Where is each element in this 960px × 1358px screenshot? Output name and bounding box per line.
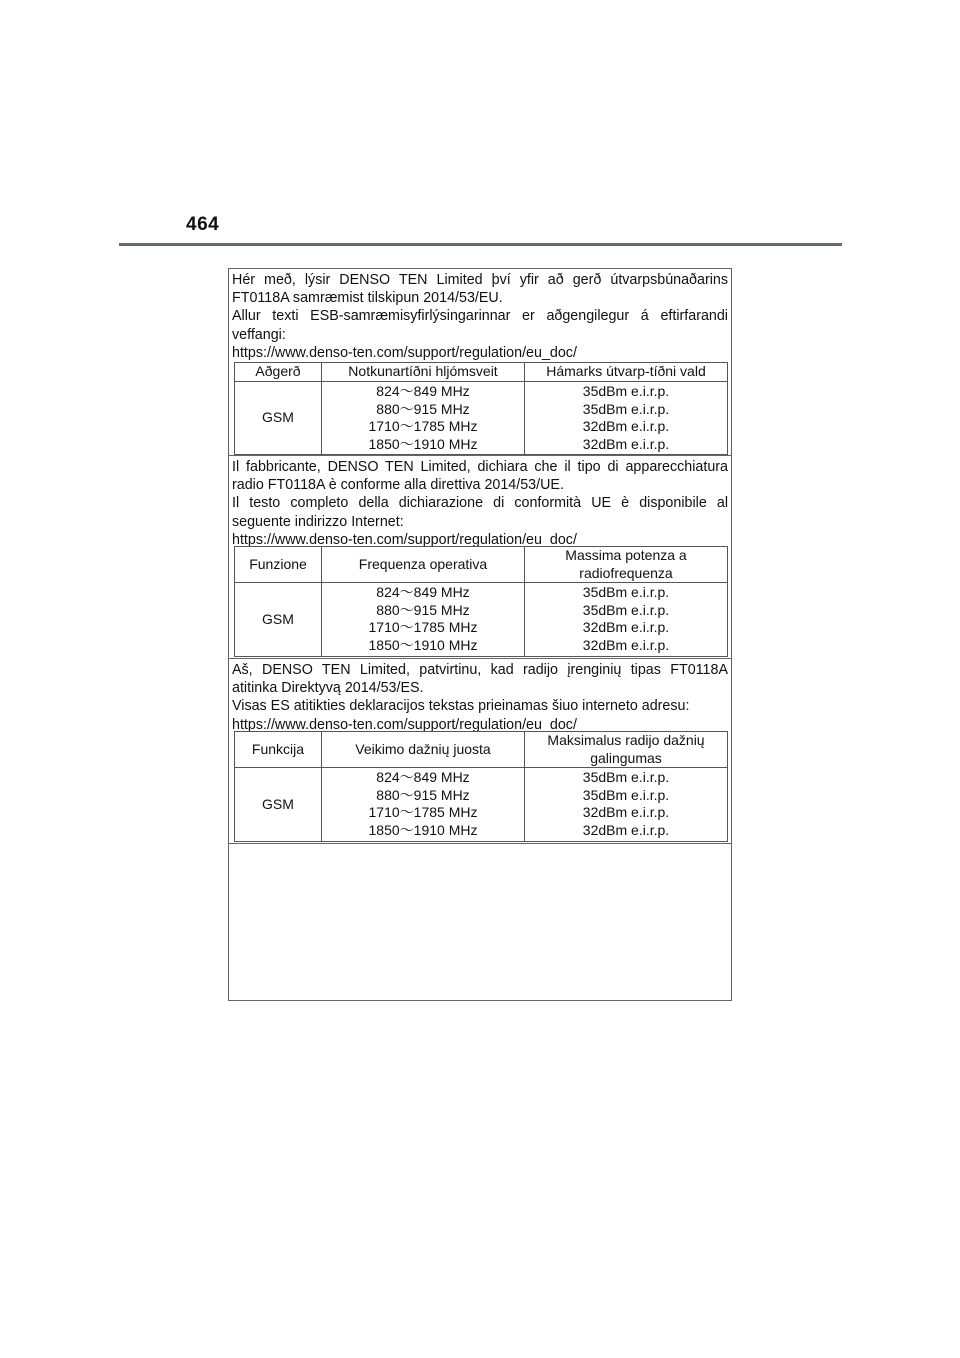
power-value: 35dBm e.i.r.p. (582, 400, 670, 417)
table-header-row (235, 732, 728, 768)
spec-table (234, 731, 728, 842)
section-lithuanian (229, 659, 731, 844)
spec-table (234, 546, 728, 657)
declaration-url: https://www.denso-ten.com/support/regulation/eu_doc/ (232, 531, 577, 548)
frequency-value: 824～849 MHz (376, 584, 470, 601)
table-row (235, 768, 728, 841)
declaration-url: https://www.denso-ten.com/support/regulation/eu_doc/ (232, 344, 577, 361)
frequency-value: 880～915 MHz (376, 601, 470, 618)
frequency-value: 880～915 MHz (376, 786, 470, 803)
column-header: Notkunartíðni hljómsveit (322, 363, 525, 382)
power-cell (525, 768, 728, 841)
power-value: 32dBm e.i.r.p. (582, 435, 670, 452)
text-line: Visas ES atitikties deklaracijos tekstas prieinamas šiuo interneto adresu: (232, 698, 690, 715)
frequency-value: 1710～1785 MHz (368, 804, 478, 821)
frequency-value: 1710～1785 MHz (368, 619, 478, 636)
declaration-url: https://www.denso-ten.com/support/regulation/eu_doc/ (232, 716, 577, 733)
power-cell (525, 583, 728, 656)
power-value: 35dBm e.i.r.p. (582, 786, 670, 803)
power-value: 35dBm e.i.r.p. (582, 769, 670, 786)
section-italian (229, 456, 731, 659)
frequency-value: 1850～1910 MHz (368, 636, 478, 653)
frequency-value: 880～915 MHz (376, 400, 470, 417)
power-value: 32dBm e.i.r.p. (582, 619, 670, 636)
frequency-cell (322, 583, 525, 656)
frequency-value: 824～849 MHz (376, 769, 470, 786)
column-header: Maksimalus radijo dažnių galingumas (525, 732, 728, 768)
power-value: 35dBm e.i.r.p. (582, 601, 670, 618)
text-line: veffangi: (232, 326, 286, 343)
declaration-text (232, 661, 728, 734)
text-line: seguente indirizzo Internet: (232, 513, 404, 530)
power-value: 32dBm e.i.r.p. (582, 418, 670, 435)
power-value: 35dBm e.i.r.p. (582, 383, 670, 399)
function-cell: GSM (235, 768, 322, 841)
power-value: 35dBm e.i.r.p. (582, 584, 670, 601)
text-line: Allur texti ESB-samræmisyfirlýsingarinnar er aðgengilegur á eftirfarandi (232, 308, 728, 325)
frequency-value: 1710～1785 MHz (368, 418, 478, 435)
declaration-frame (228, 268, 732, 1001)
frequency-value: 824～849 MHz (376, 383, 470, 399)
spec-table (234, 362, 728, 455)
table-header-row (235, 547, 728, 583)
text-line: Il fabbricante, DENSO TEN Limited, dichiara che il tipo di apparecchiatura (232, 459, 728, 475)
frequency-value: 1850～1910 MHz (368, 435, 478, 452)
text-line: Aš, DENSO TEN Limited, patvirtinu, kad radijo įrenginių tipas FT0118A (232, 662, 728, 678)
declaration-text (232, 458, 728, 549)
text-line: atitinka Direktyvą 2014/53/ES. (232, 680, 424, 697)
table-row (235, 382, 728, 455)
table-header-row (235, 363, 728, 382)
function-cell: GSM (235, 382, 322, 455)
column-header: Aðgerð (235, 363, 322, 382)
header-rule (119, 243, 842, 246)
column-header: Frequenza operativa (322, 547, 525, 583)
power-value: 32dBm e.i.r.p. (582, 636, 670, 653)
column-header: Hámarks útvarp-tíðni vald (525, 363, 728, 382)
column-header: Veikimo dažnių juosta (322, 732, 525, 768)
column-header: Funzione (235, 547, 322, 583)
table-row (235, 583, 728, 656)
text-line: FT0118A samræmist tilskipun 2014/53/EU. (232, 290, 503, 307)
column-header: Funkcija (235, 732, 322, 768)
section-icelandic (229, 269, 731, 456)
frequency-value: 1850～1910 MHz (368, 821, 478, 838)
power-value: 32dBm e.i.r.p. (582, 804, 670, 821)
power-cell (525, 382, 728, 455)
function-cell: GSM (235, 583, 322, 656)
frequency-cell (322, 768, 525, 841)
frequency-cell (322, 382, 525, 455)
text-line: Il testo completo della dichiarazione di conformità UE è disponibile al (232, 495, 728, 512)
column-header: Massima potenza a radiofrequenza (525, 547, 728, 583)
text-line: Hér með, lýsir DENSO TEN Limited því yfir að gerð útvarpsbúnaðarins (232, 272, 728, 288)
declaration-text (232, 271, 728, 362)
text-line: radio FT0118A è conforme alla direttiva 2014/53/UE. (232, 477, 564, 494)
power-value: 32dBm e.i.r.p. (582, 821, 670, 838)
page-number: 464 (186, 214, 220, 235)
